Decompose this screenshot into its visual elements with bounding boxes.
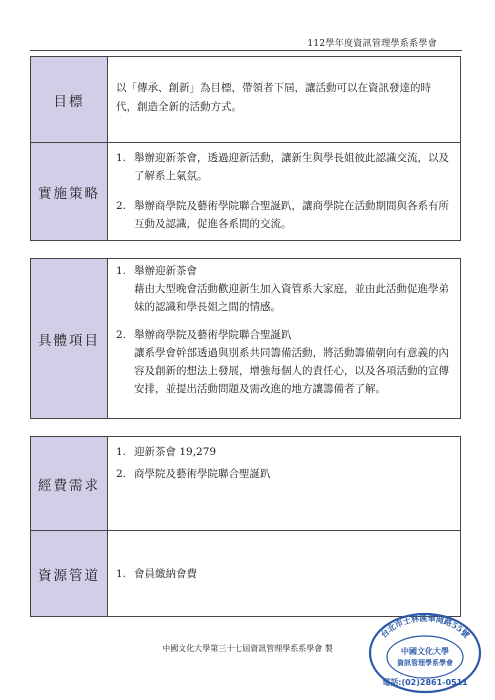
organization-seal	[366, 610, 484, 695]
budget-item-text: 商學院及藝術學院聯合聖誕趴	[134, 468, 271, 480]
project-item	[116, 326, 450, 398]
budget-item	[116, 465, 450, 483]
seal-phone: 電話:(02)2861-0511	[382, 678, 468, 687]
resources-item	[116, 565, 450, 583]
footer-credit: 中國文化大學第三十七屆資訊管理學系系學會 製	[162, 644, 333, 653]
seal-outer-text: 台北市士林區華岡路55號	[378, 612, 472, 640]
budget-label: 經費需求	[31, 437, 108, 531]
project-title: 舉辦商學院及藝術學院聯合聖誕趴	[134, 329, 292, 341]
goal-strategy-table	[30, 56, 461, 241]
item-number: 2.	[116, 468, 127, 480]
projects-table	[30, 258, 461, 419]
resources-content	[108, 531, 461, 617]
seal-inner-line1: 中國文化大學	[401, 646, 449, 656]
budget-content	[108, 437, 461, 531]
item-number: 1.	[116, 265, 127, 277]
budget-item	[116, 443, 450, 461]
item-number: 1.	[116, 567, 127, 580]
item-number: 1.	[116, 152, 127, 164]
resources-label: 資源管道	[31, 531, 108, 617]
goal-label: 目標	[31, 57, 108, 143]
item-number: 1.	[116, 446, 127, 458]
goal-text: 以「傳承、創新」為目標，帶領者下屆，讓活動可以在資訊發達的時代，創造全新的活動方式。	[108, 57, 461, 143]
seal-inner-line2: 資訊管理學系學會	[397, 658, 453, 667]
project-item	[116, 262, 450, 316]
project-title: 舉辦迎新茶會	[134, 265, 197, 277]
resources-item-text: 會員繳納會費	[134, 567, 197, 580]
strategy-item	[116, 197, 450, 233]
strategy-item-text: 舉辦商學院及藝術學院聯合聖誕趴，讓商學院在活動期間與各系有所互動及認識，促進各系間的交流。	[134, 200, 449, 230]
project-desc: 藉由大型晚會活動歡迎新生加入資管系大家庭，並由此活動促進學弟妹的認識和學長姐之間的情感。	[134, 283, 449, 313]
header-rule	[30, 50, 462, 51]
projects-label: 具體項目	[31, 259, 108, 419]
budget-item-text: 迎新茶會 19,279	[134, 446, 217, 458]
header-title: 112學年度資訊管理學系系學會	[307, 39, 437, 49]
strategy-label: 實施策略	[31, 143, 108, 241]
strategy-content	[108, 143, 461, 241]
project-desc: 讓系學會幹部透過與別系共同籌備活動，將活動籌備朝向有意義的內容及創新的想法上發展，增強每個人的責任心，以及各項活動的宣傳安排，並提出活動問題及需改進的地方讓籌備者了解。	[134, 347, 449, 395]
budget-resources-table	[30, 436, 461, 617]
item-number: 2.	[116, 200, 127, 212]
item-number: 2.	[116, 329, 127, 341]
seal-inner-ring	[387, 636, 463, 678]
projects-content	[108, 259, 461, 419]
strategy-item	[116, 149, 450, 185]
strategy-item-text: 舉辦迎新茶會，透過迎新活動，讓新生與學長姐彼此認識交流，以及了解系上氣氛。	[134, 152, 449, 182]
